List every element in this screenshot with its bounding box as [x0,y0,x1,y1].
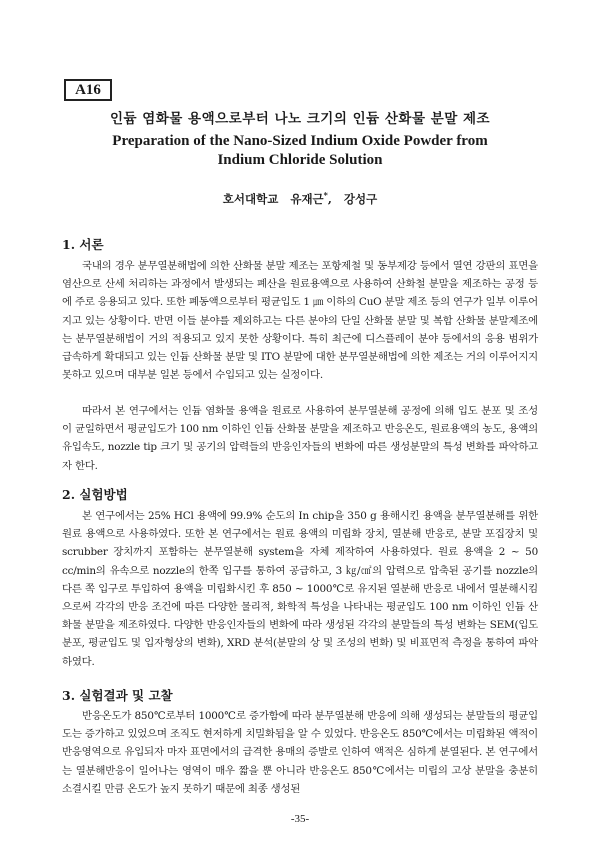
paragraph-text: 국내의 경우 분무열분해법에 의한 산화물 분말 제조는 포항제철 및 동부제강 등에서 열연 강판의 표면을 염산으로 산세 처리하는 과정에서 발생되는 폐산을 원료용액으로 사용하여 산화철 분말을 제조하는 공정 등에 주로 응용되고 있다. 또한 폐동액으로부터 평균입도 1 ㎛ 이하의 CuO 분말 제조 등의 연구가 일부 이루어지고 있는 상황이다. 반면 이들 분야를 제외하고는 다른 분야의 단일 산화물 분말 및 복합 산화물 분말제조에는 분무열분해법이 거의 적용되고 있지 못한 상황이다. 특히 최근에 디스플레이 분야 등에서의 응용 범위가 급속하게 확대되고 있는 인듐 산화물 분말 및 ITO 분말에 대한 분무열분해법에 의한 제조는 거의 이루어지지 못하고 있으며 대부분 일본 등에서 수입되고 있는 실정이다. [62,260,538,382]
abstract-code-box: A16 [64,79,112,101]
english-title-line-1: Preparation of the Nano-Sized Indium Oxide Powder from [112,133,488,149]
paragraph-introduction-2 [62,402,538,475]
page-number: -35- [290,813,310,825]
author-name-2: 강성구 [343,191,378,206]
english-title-line-2: Indium Chloride Solution [217,152,383,168]
korean-title: 인듐 염화물 용액으로부터 나노 크기의 인듐 산화물 분말 제조 [109,111,491,127]
paragraph-results-1 [62,707,538,798]
corresponding-author-mark: * [323,190,328,200]
author-affiliation: 호서대학교 [222,191,279,206]
paragraph-text: 따라서 본 연구에서는 인듐 염화물 용액을 원료로 사용하여 분무열분해 공정에 의해 입도 분포 및 조성이 균일하면서 평균입도가 100 nm 이하인 인듐 산화물 분말을 제조하고 반응온도, 원료용액의 농도, 용액의 유입속도, nozzle tip 크기 및 공기의 압력들의 반응인자들의 변화에 따른 생성분말의 특성 변화를 파악하고자 한다. [62,405,538,472]
author-name-1: 유재근*, [290,190,332,206]
english-title [0,132,600,170]
paragraph-text: 본 연구에서는 25% HCl 용액에 99.9% 순도의 In chip을 350 g 용해시킨 용액을 분무열분해를 위한 원료 용액으로 사용하였다. 또한 본 연구에서는 원료 용액의 미립화 장치, 열분해 반응로, 분말 포집장치 및 scrubber 장치까지 포함하는 분무열분해 system을 자체 제작하여 사용하였다. 원료 용액을 2 ~ 50 cc/min의 유속으로 nozzle의 한쪽 입구를 통하여 공급하고, 3 ㎏/㎠의 압력으로 압축된 공기를 nozzle의 다른 쪽 입구로 투입하여 용액을 미립화시킨 후 850 ~ 1000℃로 유지된 열분해 반응로 내에서 열분해시킴으로써 각각의 반응 조건에 따른 다양한 물리적, 화학적 특성을 나타내는 평균입도 100 nm 이하인 인듐 산화물 분말을 제조하였다. 다양한 반응인자들의 변화에 따라 생성된 각각의 분말들의 특성 변화는 SEM(입도분포, 평균입도 및 입자형상의 변화), XRD 분석(분말의 상 및 조성의 변화) 및 비표면적 측정을 통하여 파악하였다. [62,510,538,668]
paragraph-introduction-1 [62,257,538,384]
author-1-text: 유재근 [290,191,324,206]
section-title-results: 3. 실험결과 및 고찰 [62,688,173,703]
section-title-methods: 2. 실험방법 [62,487,128,502]
paragraph-text: 반응온도가 850℃로부터 1000℃로 증가함에 따라 분무열분해 반응에 의해 생성되는 분말들의 평균입도는 증가하고 있었으며 조직도 현저하게 치밀화됨을 알 수 있었다. 반응온도 850℃에서는 미립화된 액적이 반응영역으로 유입되자 마자 표면에서의 급격한 용매의 증발로 인하여 액적은 심하게 분열된다. 본 연구에서는 열분해반응이 일어나는 영역이 매우 짧을 뿐 아니라 반응온도 850℃에서는 미립의 고상 분말을 충분히 소결시킬 만큼 온도가 높지 못하기 때문에 최종 생성된 [62,710,538,795]
section-title-introduction: 1. 서론 [62,237,104,252]
author-line [0,190,600,207]
paragraph-methods-1 [62,507,538,671]
